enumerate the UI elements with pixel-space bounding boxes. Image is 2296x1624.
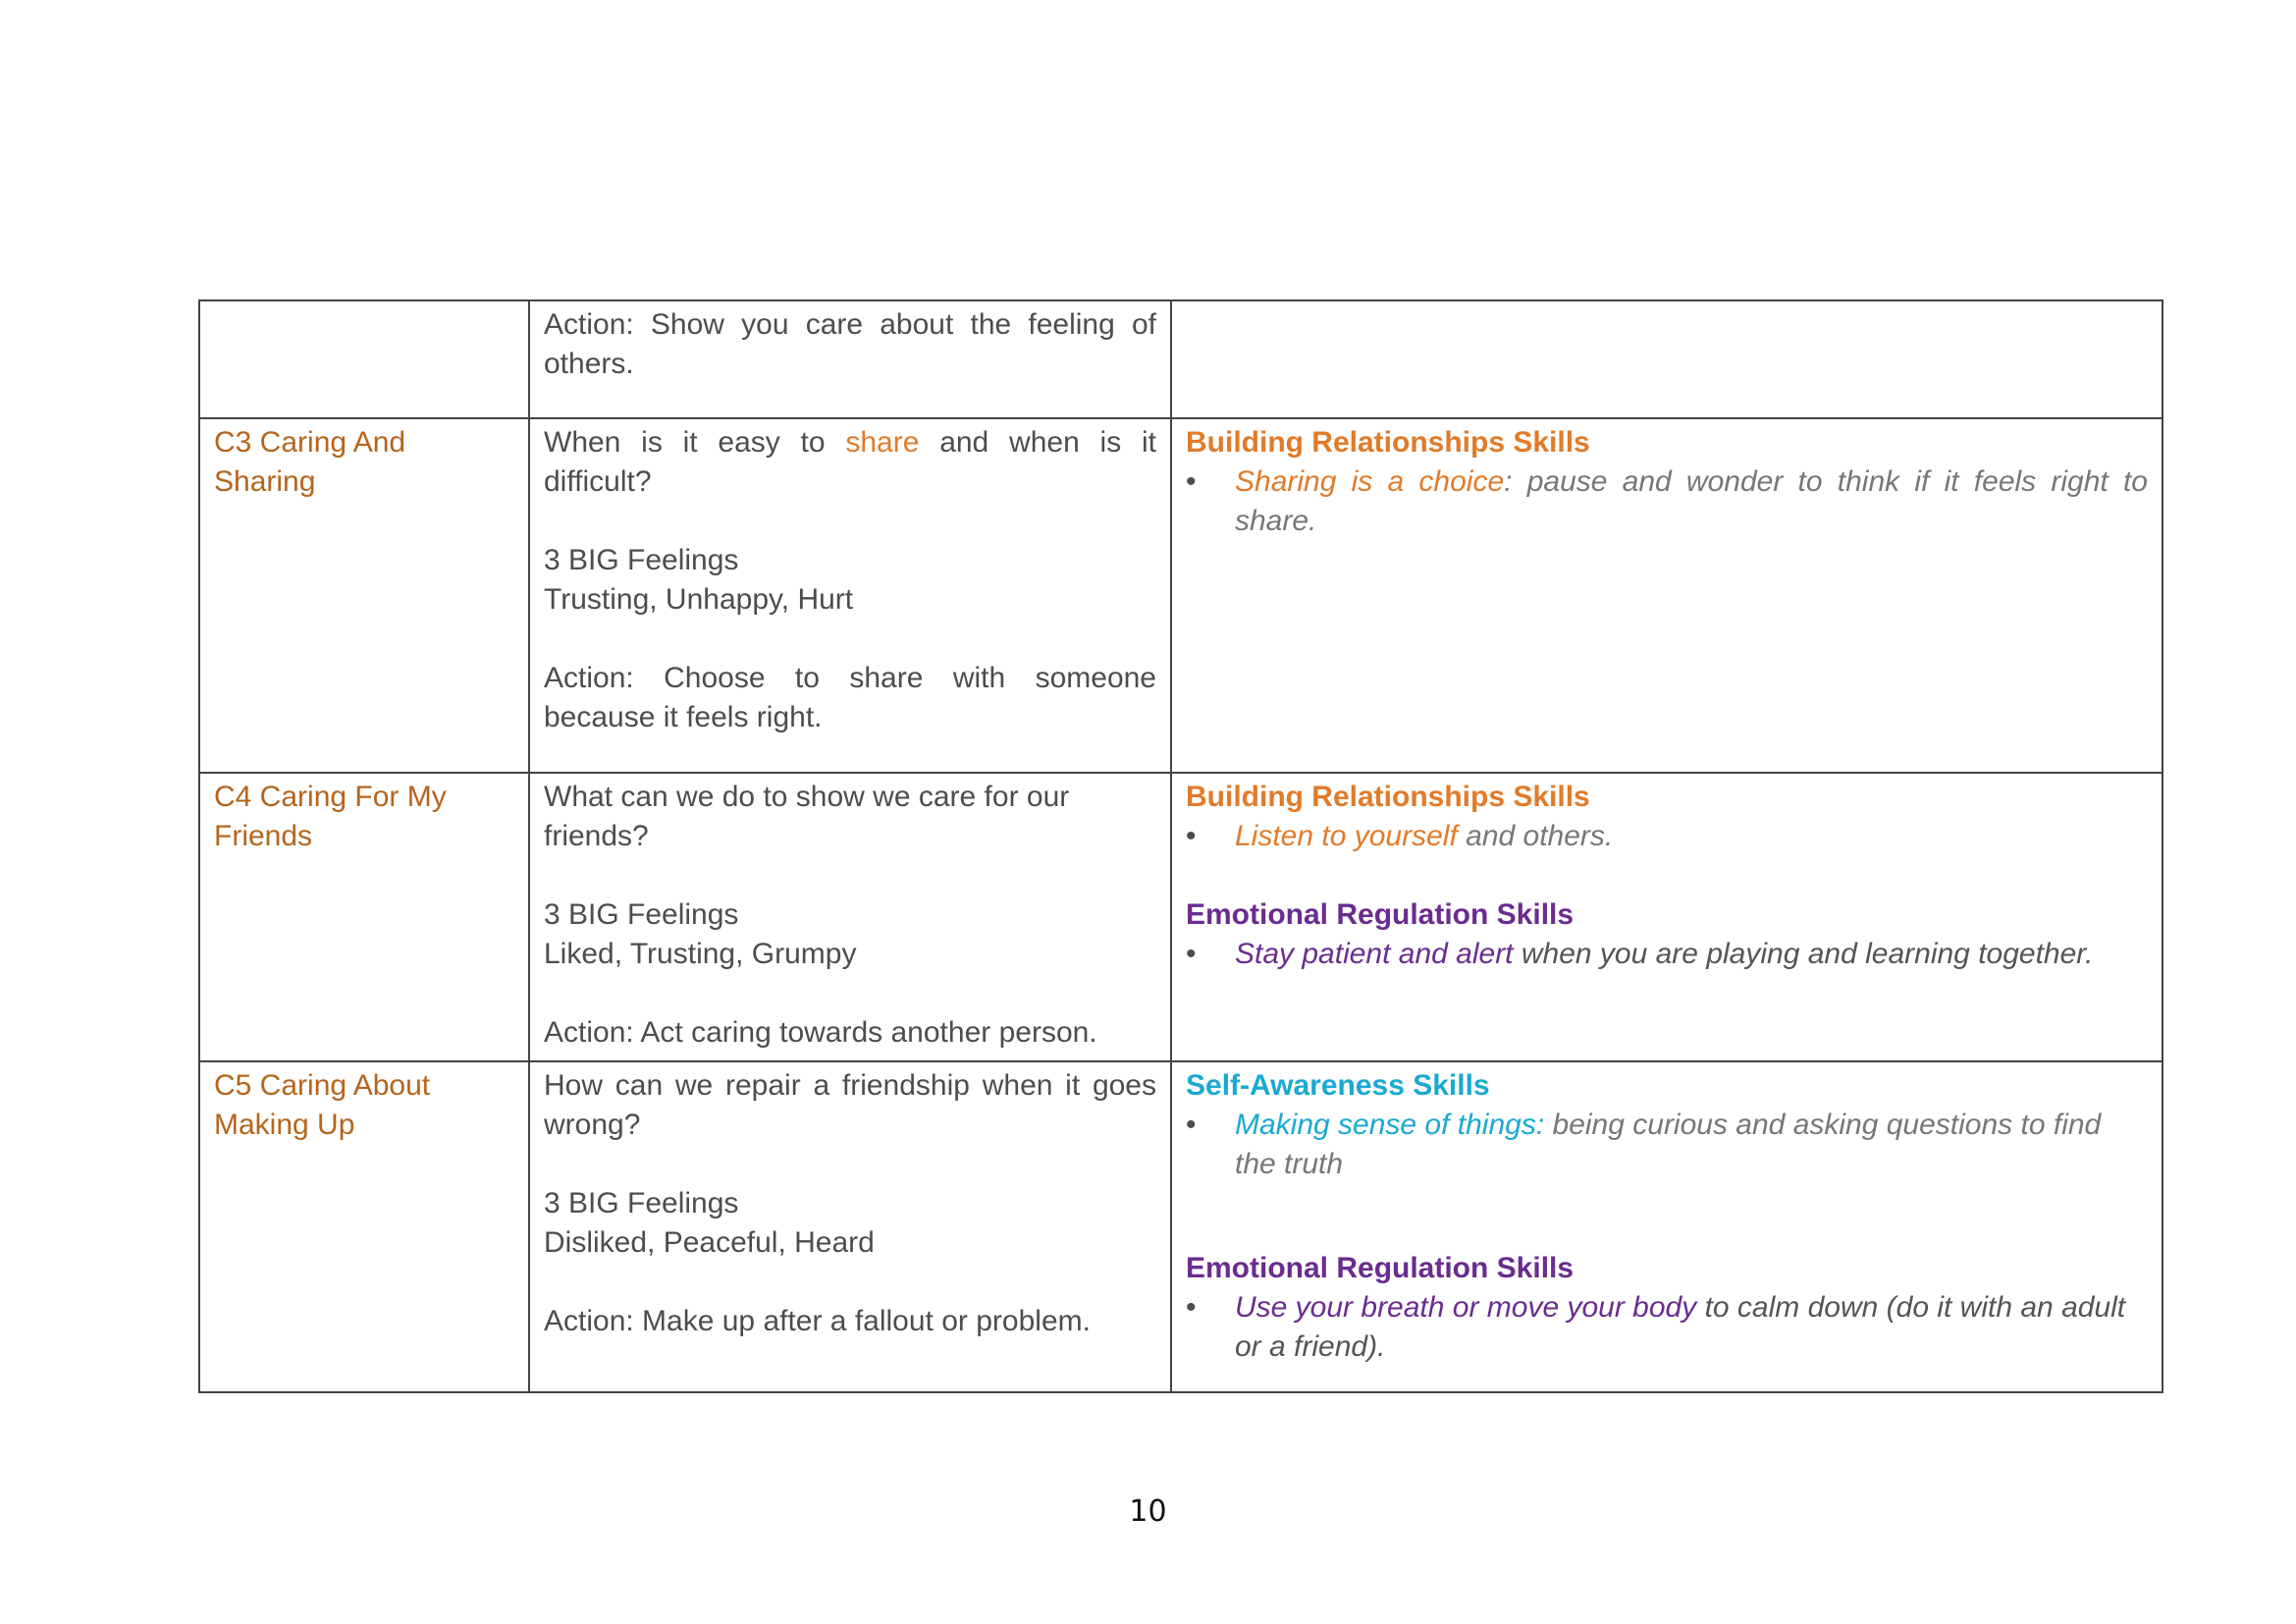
- feelings-list: Disliked, Peaceful, Heard: [544, 1226, 875, 1259]
- action-text: Action: Choose to share with someone because it feels right.: [544, 662, 1156, 733]
- skill-text: [1235, 817, 2148, 856]
- feelings-label: 3 BIG Feelings: [544, 544, 739, 576]
- skill-text: [1235, 935, 2148, 974]
- question-highlight: share: [845, 426, 920, 459]
- skill-heading: Building Relationships Skills: [1186, 426, 1590, 459]
- skill-item: [1186, 1106, 2148, 1184]
- skill-rest: : pause and wonder to think if it feels right to share.: [1235, 465, 2148, 537]
- skill-text: [1235, 462, 2148, 541]
- lesson-table: [198, 299, 2163, 1393]
- skill-item: [1186, 817, 2148, 856]
- bullet: •: [1186, 1291, 1197, 1324]
- feelings-label: 3 BIG Feelings: [544, 1187, 739, 1219]
- page-number: 10: [1129, 1494, 1167, 1529]
- skill-rest: being curious and asking questions to find the truth: [1235, 1109, 2102, 1180]
- question-text: How can we repair a friendship when it goes wrong?: [544, 1069, 1156, 1141]
- table-row: [199, 1061, 2163, 1392]
- skill-rest: and others.: [1457, 820, 1614, 852]
- lesson-cell: [199, 300, 529, 418]
- skill-key: Sharing is a choice: [1235, 465, 1505, 498]
- skill-key: Use your breath or move your body: [1235, 1291, 1697, 1324]
- question-cell: [529, 1061, 1171, 1392]
- skill-item: [1186, 935, 2148, 974]
- skill-text: [1235, 1106, 2148, 1184]
- skill-item: [1186, 1288, 2148, 1367]
- skills-cell: [1171, 773, 2163, 1061]
- lesson-cell: [199, 773, 529, 1061]
- lesson-title: C3 Caring And Sharing: [214, 426, 406, 498]
- skill-key: Making sense of things:: [1235, 1109, 1545, 1141]
- feelings-list: Liked, Trusting, Grumpy: [544, 938, 857, 970]
- action-text: Action: Show you care about the feeling of others.: [544, 308, 1156, 380]
- lesson-cell: [199, 1061, 529, 1392]
- skill-key: Stay patient and alert: [1235, 938, 1514, 970]
- bullet: •: [1186, 820, 1197, 852]
- table-row: [199, 418, 2163, 773]
- lesson-title: C4 Caring For My Friends: [214, 781, 447, 852]
- skill-heading: Self-Awareness Skills: [1186, 1069, 1490, 1102]
- feelings-list: Trusting, Unhappy, Hurt: [544, 583, 854, 616]
- lesson-cell: [199, 418, 529, 773]
- table-row: [199, 300, 2163, 418]
- skills-cell: [1171, 418, 2163, 773]
- skill-heading: Emotional Regulation Skills: [1186, 1252, 1575, 1284]
- skills-cell: [1171, 1061, 2163, 1392]
- feelings-label: 3 BIG Feelings: [544, 898, 739, 931]
- table-row: [199, 773, 2163, 1061]
- skill-item: [1186, 462, 2148, 541]
- question-cell: [529, 300, 1171, 418]
- bullet: •: [1186, 938, 1197, 970]
- skill-heading: Emotional Regulation Skills: [1186, 898, 1575, 931]
- skill-rest: when you are playing and learning together.: [1513, 938, 2094, 970]
- bullet: •: [1186, 1109, 1197, 1141]
- question-part: and when is it difficult?: [544, 426, 1156, 498]
- action-text: Action: Make up after a fallout or problem.: [544, 1305, 1091, 1337]
- skill-rest: to calm down (do it with an adult or a friend).: [1235, 1291, 2126, 1363]
- bullet: •: [1186, 465, 1197, 498]
- question-cell: [529, 418, 1171, 773]
- skill-heading: Building Relationships Skills: [1186, 781, 1590, 813]
- action-text: Action: Act caring towards another person.: [544, 1016, 1097, 1049]
- question-text: What can we do to show we care for our friends?: [544, 781, 1070, 852]
- question-text: [544, 423, 1156, 502]
- skill-text: [1235, 1288, 2148, 1367]
- question-cell: [529, 773, 1171, 1061]
- skills-cell: [1171, 300, 2163, 418]
- question-part: When is it easy to: [544, 426, 846, 459]
- lesson-title: C5 Caring About Making Up: [214, 1069, 431, 1141]
- skill-key: Listen to yourself: [1235, 820, 1458, 852]
